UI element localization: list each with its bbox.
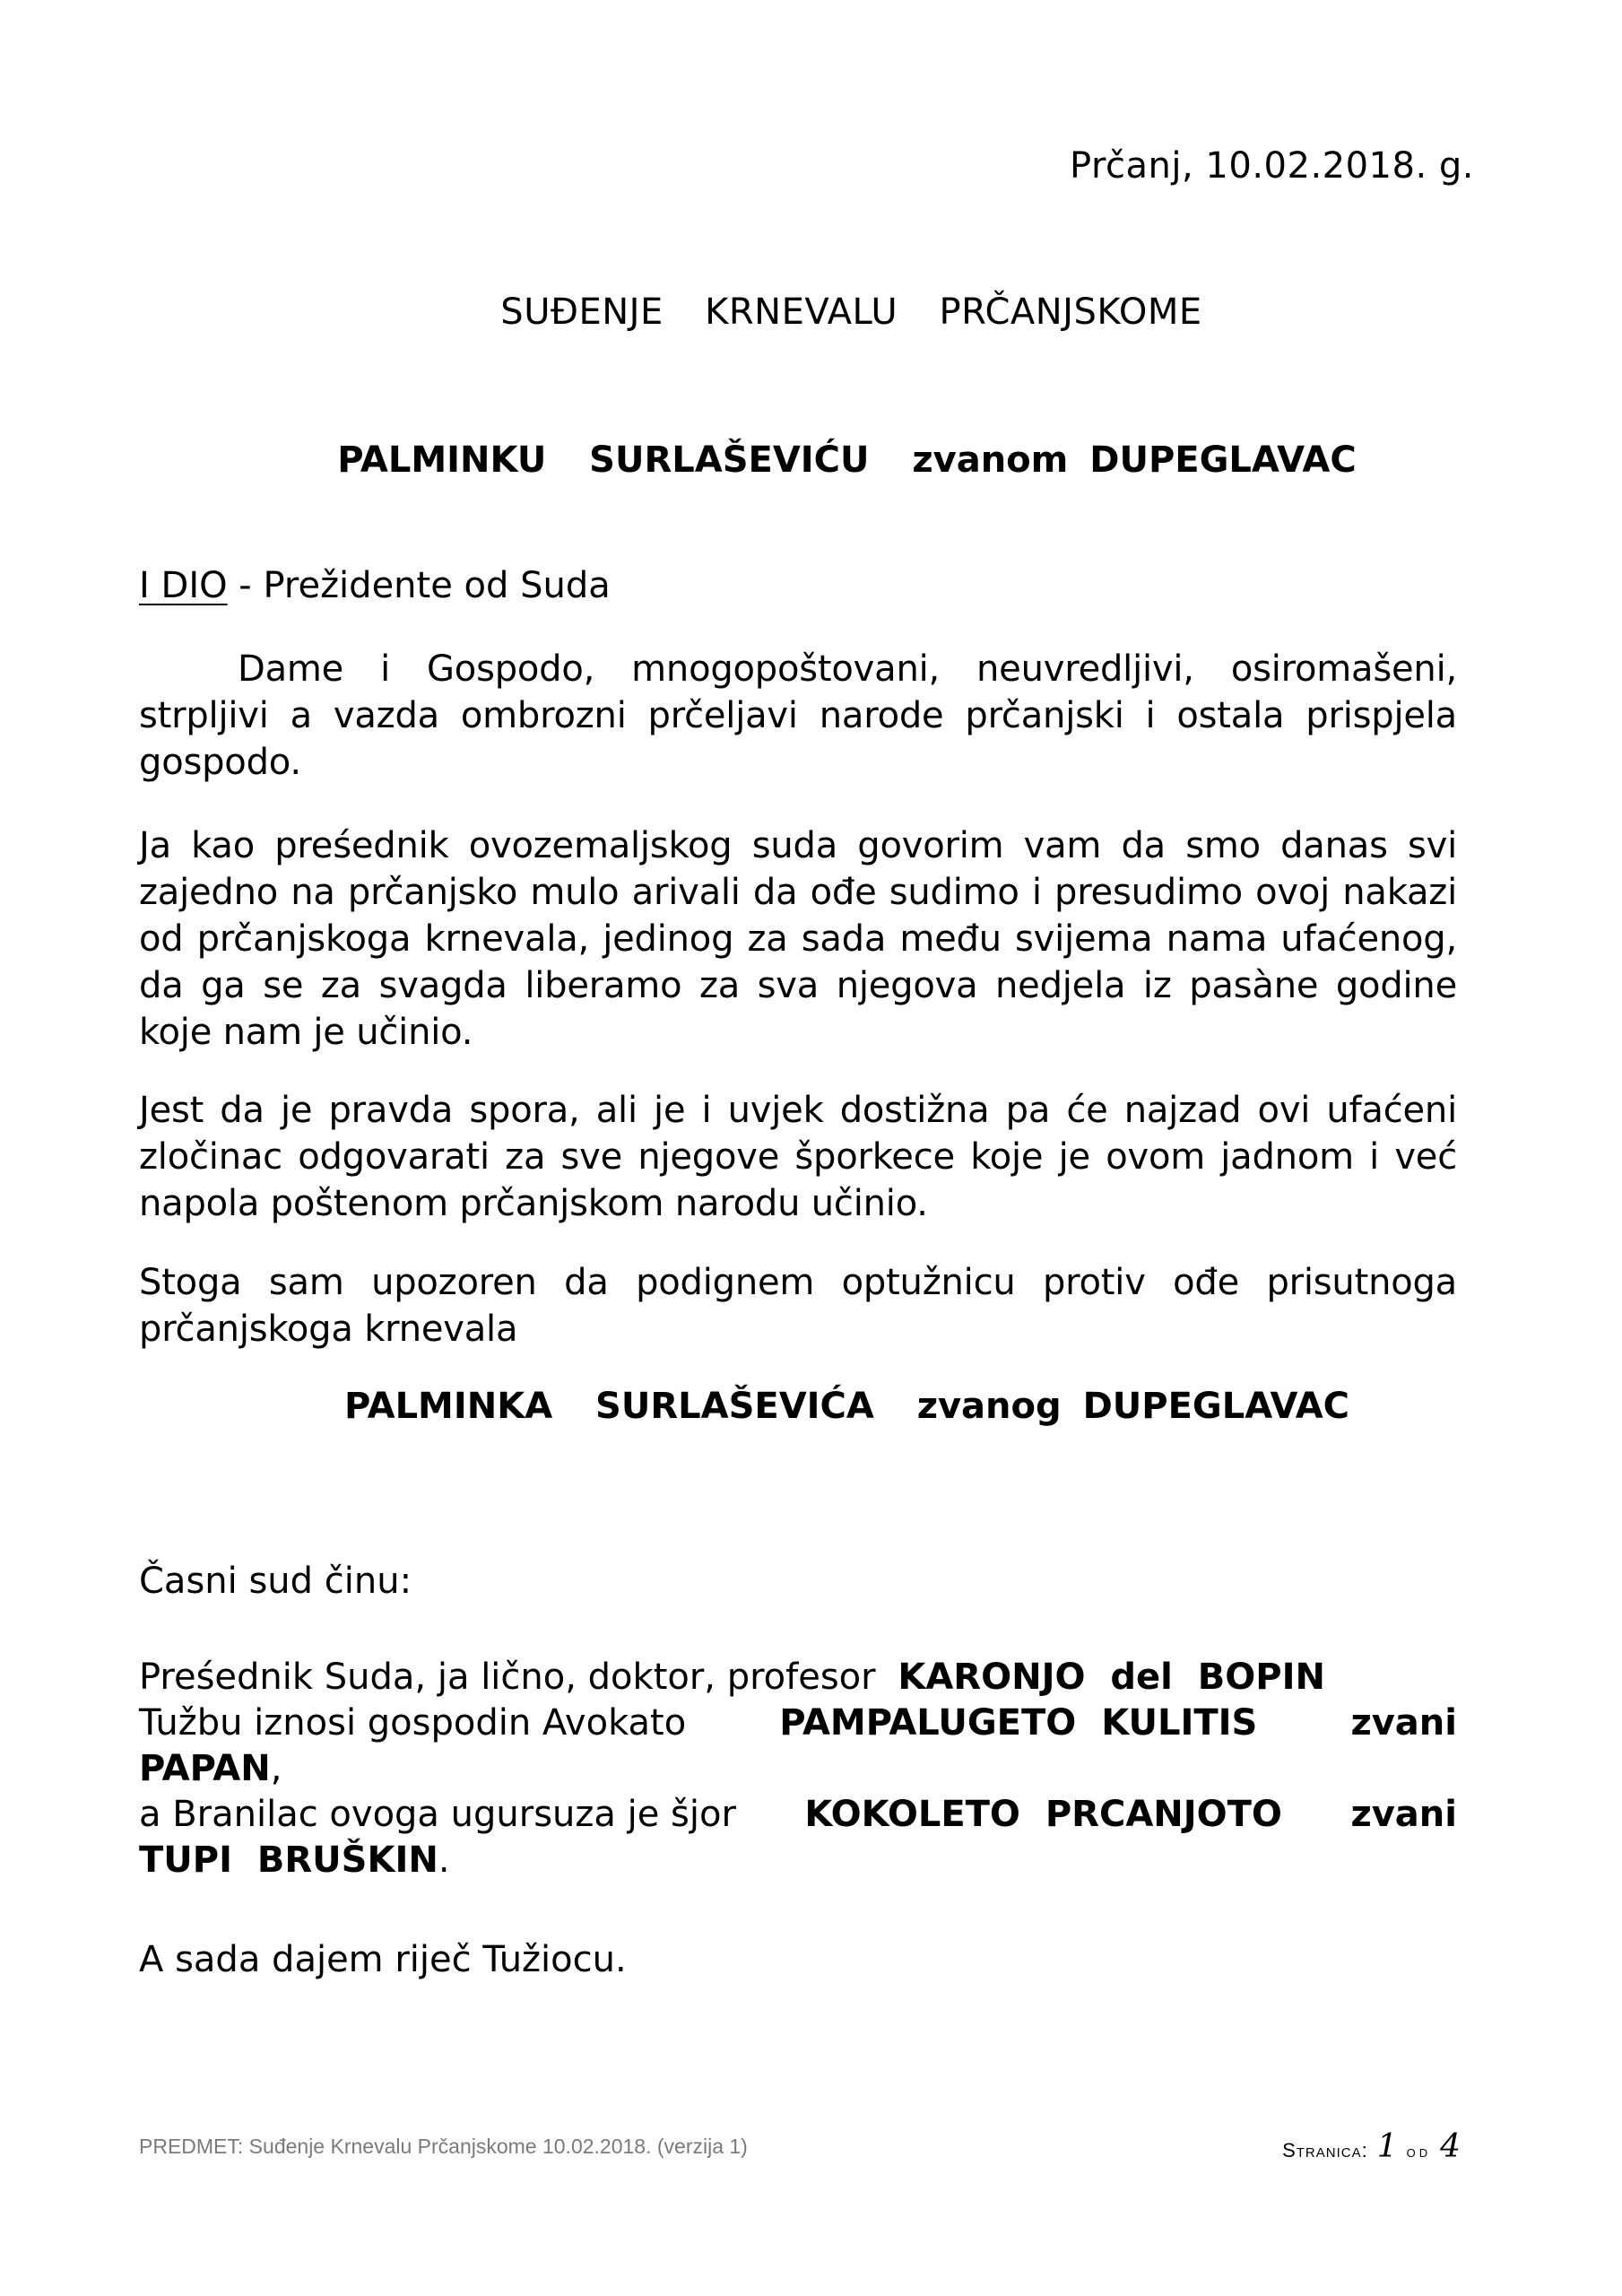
defender-name: KOKOLETO PRCANJOTO <box>804 1794 1282 1835</box>
court-label: Časni sud činu: <box>139 1561 412 1602</box>
court-defender-line <box>139 1792 1457 1838</box>
subject-name: PALMINKU SURLAŠEVIĆU zvanom DUPEGLAVAC <box>337 439 1357 481</box>
president-prefix: Preśednik Suda, ja lično, doktor, profesor <box>139 1657 888 1698</box>
page-current: 1 <box>1376 2128 1398 2165</box>
court-defender-alias-line <box>139 1838 1457 1883</box>
defender-prefix: a Branilac ovoga ugursuza je šjor <box>139 1794 736 1835</box>
document-title: SUĐENJE KRNEVALU PRČANJSKOME <box>500 291 1202 333</box>
court-prosecutor-alias-line <box>139 1746 1457 1792</box>
page-of-label: od <box>1406 2143 1432 2161</box>
court-prosecutor-line <box>139 1700 1457 1746</box>
prosecutor-name: PAMPALUGETO KULITIS <box>779 1702 1258 1744</box>
defender-suffix: . <box>438 1839 450 1881</box>
president-name: KARONJO del BOPIN <box>898 1657 1325 1698</box>
section-heading <box>139 565 611 606</box>
defender-alias: TUPI BRUŠKIN <box>139 1839 438 1881</box>
place-date: Prčanj, 10.02.2018. g. <box>1070 145 1474 187</box>
section-name: Prežidente od Suda <box>263 565 611 606</box>
section-separator: - <box>227 565 264 606</box>
footer-subject: PREDMET: Suđenje Krnevalu Prčanjskome 10.02.2018. (verzija 1) <box>139 2135 748 2158</box>
prosecutor-alias: PAPAN <box>139 1748 271 1789</box>
prosecutor-prefix: Tužbu iznosi gospodin Avokato <box>139 1702 687 1744</box>
page-total: 4 <box>1440 2128 1461 2165</box>
prosecutor-suffix: , <box>270 1748 282 1789</box>
court-members <box>139 1655 1457 1883</box>
prosecutor-alias-word: zvani <box>1350 1702 1457 1744</box>
page-label: Stranica: <box>1282 2139 1368 2161</box>
paragraph-intro: Ja kao preśednik ovozemaljskog suda govorim vam da smo danas svi zajedno na prčanjsko mulo arivali da ođe sudimo i presudimo ovoj nakazi od prčanjskoga krnevala, jedinog za sada među svijema nama ufaćenog, da ga se za svagda liberamo za sva njegova nedjela iz pasàne godine koje nam je učinio. <box>139 825 1457 1053</box>
defender-alias-word: zvani <box>1350 1794 1457 1835</box>
paragraph-greeting: Dame i Gospodo, mnogopoštovani, neuvredljivi, osiromašeni, strpljivi a vazda ombrozni prčeljavi narode prčanjski i ostala prispjela gospodo. <box>139 648 1457 783</box>
closing-line: A sada dajem riječ Tužiocu. <box>139 1939 627 1980</box>
paragraph-justice: Jest da je pravda spora, ali je i uvjek dostižna pa će najzad ovi ufaćeni zločinac odgovarati za sve njegove šporkece koje je ovom jadnom i već napola poštenom prčanjskom narodu učinio. <box>139 1090 1457 1224</box>
page-number <box>1282 2128 1461 2165</box>
accused-name: PALMINKA SURLAŠEVIĆA zvanog DUPEGLAVAC <box>343 1386 1350 1427</box>
section-number: I DIO <box>139 565 228 606</box>
court-president-line <box>139 1655 1457 1700</box>
paragraph-indictment: Stoga sam upozoren da podignem optužnicu protiv ođe prisutnoga prčanjskoga krnevala <box>139 1262 1457 1350</box>
